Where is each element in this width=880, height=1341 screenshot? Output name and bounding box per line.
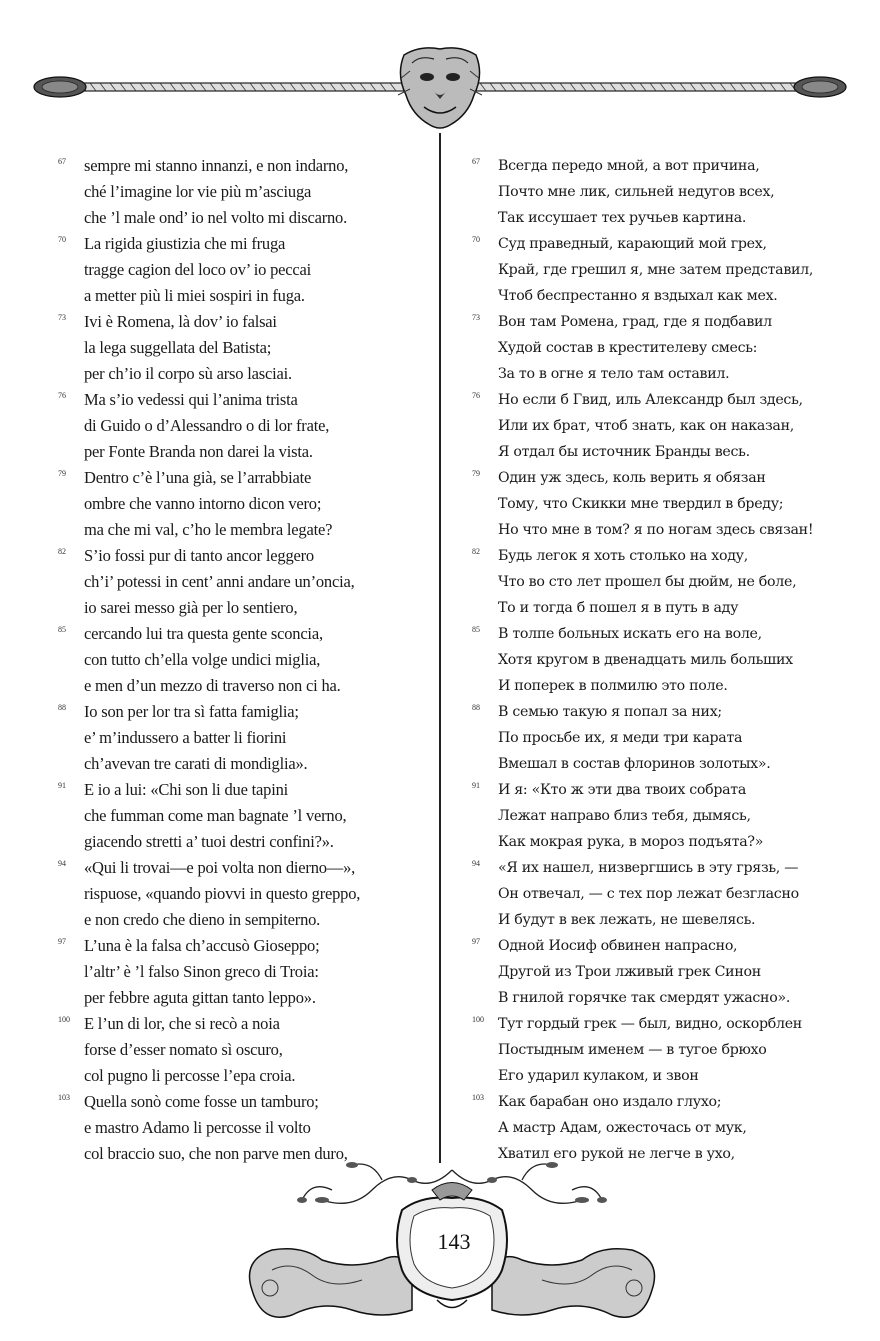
verse-line: Вмешал в состав флоринов золотых».: [498, 756, 771, 772]
verse-number: 79: [58, 469, 66, 478]
verse-line: Тому, что Скикки мне твердил в бреду;: [498, 496, 784, 512]
verse-line: Будь легок я хоть столько на ходу,: [498, 548, 748, 564]
verse-line: И я: «Кто ж эти два твоих собрата: [498, 782, 747, 798]
verse-number: 76: [472, 391, 480, 400]
verse-number: 73: [58, 313, 66, 322]
verse-line: col braccio suo, che non parve men duro,: [84, 1144, 348, 1163]
verse-number: 100: [472, 1015, 484, 1024]
verse-line: В гнилой горячке так смердят ужасно».: [498, 990, 791, 1006]
verse-line: e mastro Adamo li percosse il volto: [84, 1118, 311, 1137]
verse-line: Один уж здесь, коль верить я обязан: [498, 470, 766, 486]
verse-line: di Guido o d’Alessandro o di lor frate,: [84, 416, 330, 435]
footer-ornament: [232, 1150, 672, 1330]
verse-line: По просьбе их, я меди три карата: [498, 730, 743, 746]
verse-line: Хватил его рукой не легче в ухо,: [498, 1146, 735, 1162]
verse-line: Io son per lor tra sì fatta famiglia;: [84, 702, 299, 721]
verse-line: Край, где грешил я, мне затем представил,: [498, 262, 814, 278]
verse-number: 79: [472, 469, 480, 478]
verse-line: Худой состав в крестителеву смесь:: [498, 340, 758, 356]
verse-line: Но если б Гвид, иль Александр был здесь,: [498, 392, 803, 408]
verse-line: Вон там Ромена, град, где я подбавил: [498, 314, 772, 330]
verse-line: Постыдным именем — в тугое брюхо: [498, 1042, 767, 1058]
verse-number: 103: [472, 1093, 484, 1102]
stanza: [58, 855, 428, 933]
verse-line: e’ m’indussero a batter li fiorini: [84, 728, 287, 747]
stanza: [58, 777, 428, 855]
verse-line: ch’i’ potessi in cent’ anni andare un’oncia,: [84, 572, 355, 591]
verse-line: Его ударил кулаком, и звон: [498, 1068, 699, 1084]
verse-number: 85: [472, 625, 480, 634]
verse-line: rispuose, «quando piovvi in questo greppo,: [84, 884, 361, 903]
verse-line: La rigida giustizia che mi fruga: [84, 234, 286, 253]
verse-line: За то в огне я тело там оставил.: [498, 366, 730, 382]
stanza: [58, 933, 428, 1011]
italian-column: [58, 153, 428, 1167]
stanza: [472, 621, 872, 699]
verse-line: S’io fossi pur di tanto ancor leggero: [84, 546, 314, 565]
verse-line: con tutto ch’ella volge undici miglia,: [84, 650, 321, 669]
verse-line: Так иссушает тех ручьев картина.: [498, 210, 747, 226]
stanza: [472, 777, 872, 855]
stanza: [472, 153, 872, 231]
verse-number: 94: [58, 859, 66, 868]
verse-line: cercando lui tra questa gente sconcia,: [84, 624, 323, 643]
verse-line: Тут гордый грек — был, видно, оскорблен: [498, 1016, 802, 1032]
verse-number: 100: [58, 1015, 70, 1024]
verse-line: Суд праведный, карающий мой грех,: [498, 236, 767, 252]
verse-line: Одной Иосиф обвинен напрасно,: [498, 938, 738, 954]
verse-line: Другой из Трои лживый грек Синон: [498, 964, 761, 980]
verse-number: 67: [58, 157, 66, 166]
verse-line: E io a lui: «Chi son li due tapini: [84, 780, 289, 799]
verse-line: «Я их нашел, низвергшись в эту грязь, —: [498, 860, 799, 876]
verse-line: «Qui li trovai—e poi volta non dierno—»,: [84, 858, 356, 877]
stanza: [472, 1011, 872, 1089]
verse-number: 97: [58, 937, 66, 946]
verse-line: e men d’un mezzo di traverso non ci ha.: [84, 676, 341, 695]
verse-line: Как барабан оно издало глухо;: [498, 1094, 722, 1110]
verse-line: io sarei messo già per lo sentiero,: [84, 598, 298, 617]
verse-line: Quella sonò come fosse un tamburo;: [84, 1092, 319, 1111]
verse-line: Я отдал бы источник Бранды весь.: [498, 444, 750, 460]
verse-number: 67: [472, 157, 480, 166]
stanza: [58, 387, 428, 465]
verse-line: Ma s’io vedessi qui l’anima trista: [84, 390, 298, 409]
verse-line: Чтоб беспрестанно я вздыхал как мех.: [498, 288, 778, 304]
verse-line: Ivi è Romena, là dov’ io falsai: [84, 312, 277, 331]
verse-number: 85: [58, 625, 66, 634]
stanza: [472, 231, 872, 309]
verse-line: ch’avevan tre carati di mondiglia».: [84, 754, 308, 773]
verse-line: per febbre aguta gittan tanto leppo».: [84, 988, 316, 1007]
verse-line: Что во сто лет прошел бы дюйм, не боле,: [498, 574, 797, 590]
stanza: [472, 309, 872, 387]
verse-number: 82: [472, 547, 480, 556]
stanza: [58, 153, 428, 231]
verse-line: giacendo stretti a’ tuoi destri confini?».: [84, 832, 334, 851]
verse-line: a metter più li miei sospiri in fuga.: [84, 286, 305, 305]
verse-number: 91: [472, 781, 480, 790]
stanza: [58, 231, 428, 309]
verse-number: 91: [58, 781, 66, 790]
verse-number: 94: [472, 859, 480, 868]
stanza: [472, 387, 872, 465]
stanza: [472, 465, 872, 543]
verse-line: Лежат направо близ тебя, дымясь,: [498, 808, 751, 824]
verse-line: l’altr’ è ’l falso Sinon greco di Troia:: [84, 962, 319, 981]
verse-line: L’una è la falsa ch’accusò Gioseppo;: [84, 936, 320, 955]
stanza: [472, 699, 872, 777]
verse-line: che fumman come man bagnate ’l verno,: [84, 806, 347, 825]
verse-line: Хотя кругом в двенадцать миль больших: [498, 652, 793, 668]
verse-line: В семью такую я попал за них;: [498, 704, 722, 720]
verse-number: 88: [58, 703, 66, 712]
russian-column: [472, 153, 872, 1167]
verse-line: И поперек в полмилю это поле.: [498, 678, 728, 694]
verse-line: Почто мне лик, сильней недугов всех,: [498, 184, 775, 200]
page-number: 143: [437, 1229, 471, 1254]
verse-line: e non credo che dieno in sempiterno.: [84, 910, 321, 929]
header-ornament: [30, 45, 850, 135]
stanza: [58, 1011, 428, 1089]
verse-line: Всегда передо мной, а вот причина,: [498, 158, 760, 174]
verse-line: ché l’imagine lor vie più m’asciuga: [84, 182, 312, 201]
stanza: [58, 621, 428, 699]
verse-number: 103: [58, 1093, 70, 1102]
verse-number: 76: [58, 391, 66, 400]
stanza: [58, 309, 428, 387]
verse-number: 70: [58, 235, 66, 244]
verse-line: sempre mi stanno innanzi, e non indarno,: [84, 156, 349, 175]
verse-line: tragge cagion del loco ov’ io peccai: [84, 260, 312, 279]
lion-rod-icon: [30, 45, 850, 135]
verse-line: Но что мне в том? я по ногам здесь связан!: [498, 522, 814, 538]
stanza: [58, 465, 428, 543]
verse-line: И будут в век лежать, не шевелясь.: [498, 912, 756, 928]
stanza: [472, 933, 872, 1011]
stanza: [472, 855, 872, 933]
stanza: [58, 699, 428, 777]
verse-number: 82: [58, 547, 66, 556]
verse-line: Он отвечал, — с тех пор лежат безгласно: [498, 886, 799, 902]
verse-line: che ’l male ond’ io nel volto mi discarno.: [84, 208, 348, 227]
stanza: [472, 543, 872, 621]
verse-line: ma che mi val, c’ho le membra legate?: [84, 520, 333, 539]
verse-line: Dentro c’è l’una già, se l’arrabbiate: [84, 468, 312, 487]
verse-number: 73: [472, 313, 480, 322]
verse-number: 97: [472, 937, 480, 946]
verse-line: per ch’io il corpo sù arso lasciai.: [84, 364, 292, 383]
verse-number: 88: [472, 703, 480, 712]
verse-line: per Fonte Branda non darei la vista.: [84, 442, 313, 461]
verse-number: 70: [472, 235, 480, 244]
column-divider: [439, 133, 441, 1163]
verse-line: То и тогда б пошел я в путь в аду: [498, 600, 739, 616]
verse-line: ombre che vanno intorno dicon vero;: [84, 494, 322, 513]
verse-line: forse d’esser nomato sì oscuro,: [84, 1040, 283, 1059]
verse-line: Или их брат, чтоб знать, как он наказан,: [498, 418, 794, 434]
verse-line: col pugno li percosse l’epa croia.: [84, 1066, 296, 1085]
stanza: [58, 543, 428, 621]
verse-line: E l’un di lor, che si recò a noia: [84, 1014, 280, 1033]
verse-line: la lega suggellata del Batista;: [84, 338, 272, 357]
verse-line: Как мокрая рука, в мороз подъята?»: [498, 834, 764, 850]
verse-line: В толпе больных искать его на воле,: [498, 626, 762, 642]
verse-line: А мастр Адам, ожесточась от мук,: [498, 1120, 747, 1136]
